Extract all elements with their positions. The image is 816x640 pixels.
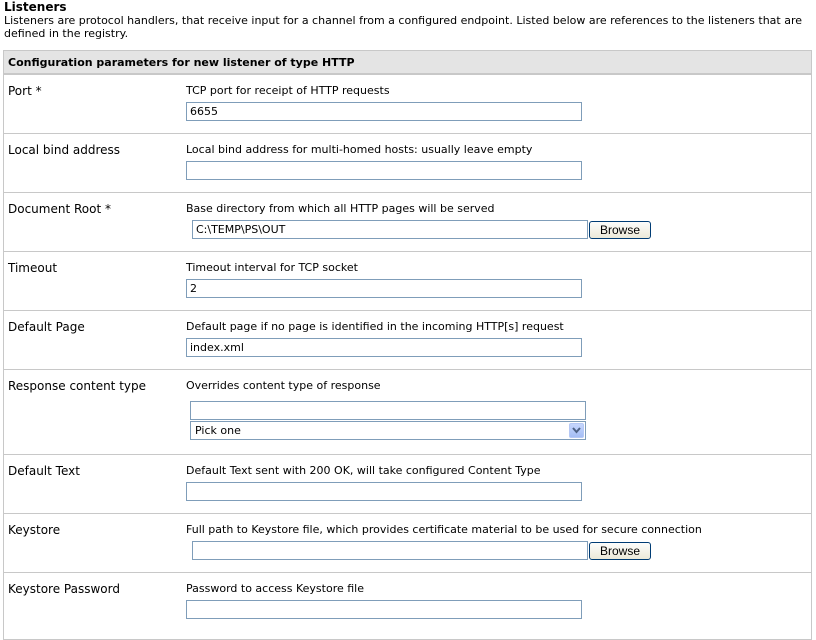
keystore-browse-button[interactable]: Browse xyxy=(589,542,651,560)
panel-header-text: Configuration parameters for new listener of type HTTP xyxy=(8,56,355,69)
content-type-input[interactable] xyxy=(190,401,586,420)
default-page-label: Default Page xyxy=(8,320,85,334)
timeout-input[interactable] xyxy=(186,279,582,298)
row-default-text xyxy=(4,454,811,514)
keystore-help: Full path to Keystore file, which provides certificate material to be used for secure connection xyxy=(186,523,702,536)
document-root-help: Base directory from which all HTTP pages will be served xyxy=(186,202,495,215)
listener-config-panel xyxy=(3,50,812,640)
keystore-label: Keystore xyxy=(8,523,61,537)
content-type-label: Response content type xyxy=(8,379,147,393)
row-timeout xyxy=(4,251,811,311)
bind-address-input[interactable] xyxy=(186,161,582,180)
document-root-browse-button[interactable]: Browse xyxy=(589,221,651,239)
keystore-password-label: Keystore Password xyxy=(8,582,120,596)
page-title: Listeners xyxy=(4,0,67,14)
document-root-label: Document Root * xyxy=(8,202,111,216)
keystore-password-input[interactable] xyxy=(186,600,582,619)
content-type-help: Overrides content type of response xyxy=(186,379,381,392)
default-text-help: Default Text sent with 200 OK, will take configured Content Type xyxy=(186,464,541,477)
timeout-label: Timeout xyxy=(8,261,58,275)
keystore-password-help: Password to access Keystore file xyxy=(186,582,364,595)
keystore-input[interactable] xyxy=(192,541,588,560)
document-root-input[interactable] xyxy=(192,220,588,239)
default-text-input[interactable] xyxy=(186,482,582,501)
row-keystore-password xyxy=(4,572,811,632)
page-description: Listeners are protocol handlers, that receive input for a channel from a configured endpoint. Listed below are references to the listeners that are defined in the registry. xyxy=(4,14,803,40)
row-keystore xyxy=(4,513,811,573)
row-bind-address xyxy=(4,133,811,193)
panel-header xyxy=(4,51,811,74)
chevron-down-icon[interactable] xyxy=(569,423,584,438)
timeout-help: Timeout interval for TCP socket xyxy=(186,261,358,274)
row-port xyxy=(4,74,811,134)
row-content-type xyxy=(4,369,811,455)
content-type-select-value: Pick one xyxy=(195,424,241,437)
row-default-page xyxy=(4,310,811,370)
default-text-label: Default Text xyxy=(8,464,80,478)
port-help: TCP port for receipt of HTTP requests xyxy=(186,84,390,97)
default-page-input[interactable] xyxy=(186,338,582,357)
bind-address-help: Local bind address for multi-homed hosts: usually leave empty xyxy=(186,143,533,156)
port-label: Port * xyxy=(8,84,42,98)
content-type-select[interactable] xyxy=(190,421,586,440)
default-page-help: Default page if no page is identified in the incoming HTTP[s] request xyxy=(186,320,564,333)
bind-address-label: Local bind address xyxy=(8,143,121,157)
port-input[interactable] xyxy=(186,102,582,121)
row-document-root xyxy=(4,192,811,252)
